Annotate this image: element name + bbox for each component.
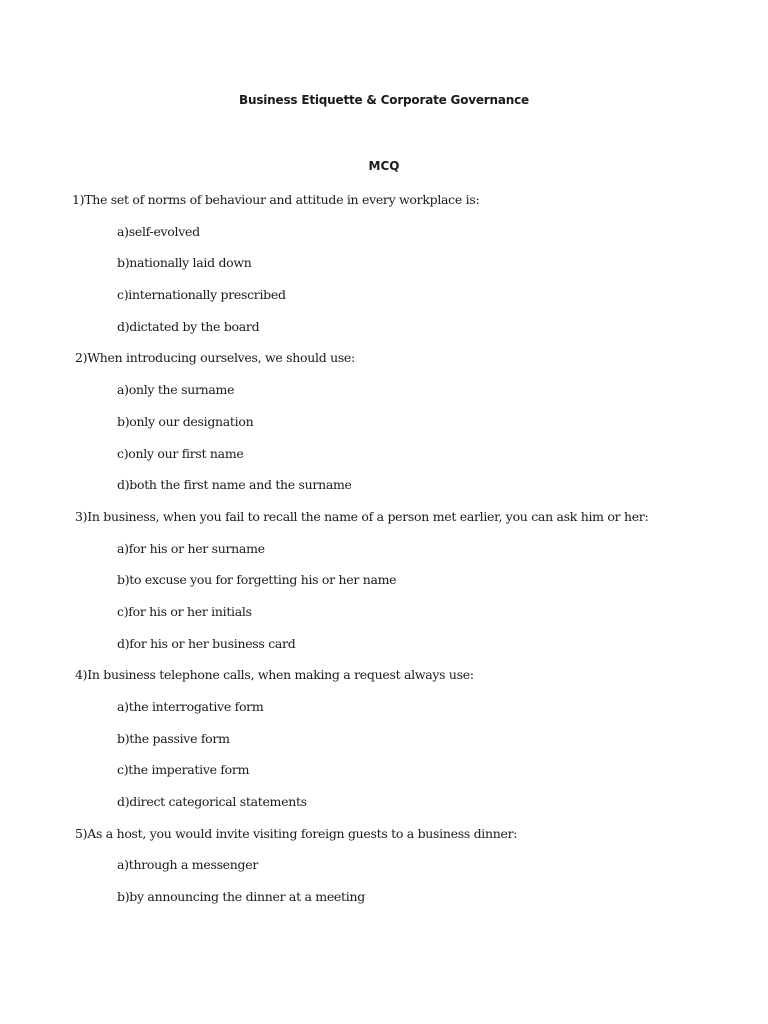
question-5-option-b: b)by announcing the dinner at a meeting bbox=[117, 889, 365, 905]
question-2-option-a: a)only the surname bbox=[117, 382, 235, 398]
question-5-option-a: a)through a messenger bbox=[117, 857, 259, 873]
question-2-option-c: c)only our first name bbox=[117, 445, 244, 461]
question-1: 1)The set of norms of behaviour and attitude in every workplace is: bbox=[72, 192, 480, 207]
question-1-option-a: a)self-evolved bbox=[117, 223, 200, 239]
document-subtitle: MCQ bbox=[368, 159, 400, 173]
question-4-option-b: b)the passive form bbox=[117, 730, 230, 746]
question-3-option-b: b)to excuse you for forgetting his or her name bbox=[117, 572, 397, 588]
question-2: 2)When introducing ourselves, we should use: bbox=[75, 350, 355, 366]
question-1-option-c: c)internationally prescribed bbox=[117, 287, 286, 303]
question-5: 5)As a host, you would invite visiting foreign guests to a business dinner: bbox=[75, 825, 518, 841]
question-1-option-b: b)nationally laid down bbox=[117, 255, 252, 271]
question-2-option-d: d)both the first name and the surname bbox=[117, 477, 352, 493]
question-1-option-d: d)dictated by the board bbox=[117, 318, 260, 334]
question-3: 3)In business, when you fail to recall the name of a person met earlier, you can ask him or her: bbox=[75, 508, 649, 524]
question-4: 4)In business telephone calls, when making a request always use: bbox=[75, 667, 474, 683]
document-title: Business Etiquette & Corporate Governance bbox=[239, 93, 529, 107]
question-2-option-b: b)only our designation bbox=[117, 413, 254, 429]
question-3-option-d: d)for his or her business card bbox=[117, 635, 296, 651]
question-3-option-a: a)for his or her surname bbox=[117, 540, 265, 556]
question-4-option-d: d)direct categorical statements bbox=[117, 794, 307, 810]
question-3-option-c: c)for his or her initials bbox=[117, 603, 252, 619]
question-4-option-a: a)the interrogative form bbox=[117, 699, 264, 714]
question-4-option-c: c)the imperative form bbox=[117, 762, 250, 778]
question-list bbox=[0, 190, 768, 919]
